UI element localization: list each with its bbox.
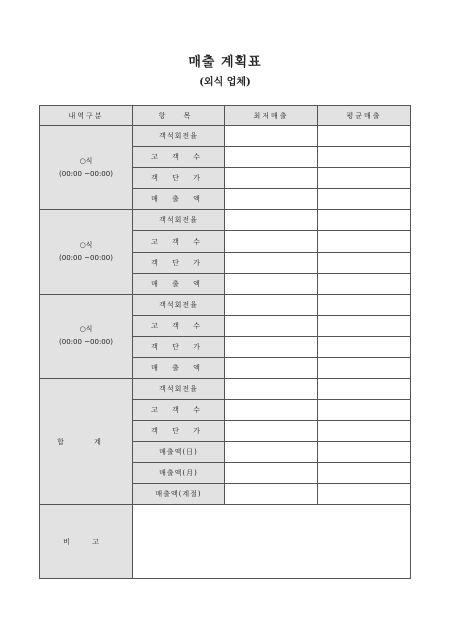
avg-sales-cell[interactable] <box>318 463 411 484</box>
min-sales-cell[interactable] <box>225 147 318 168</box>
avg-sales-cell[interactable] <box>318 168 411 189</box>
table-row <box>40 294 411 315</box>
min-sales-cell[interactable] <box>225 421 318 442</box>
avg-sales-cell[interactable] <box>318 400 411 421</box>
avg-sales-cell[interactable] <box>318 189 411 210</box>
section-label-cell <box>40 210 133 294</box>
item-label: 객 단 가 <box>133 252 225 273</box>
item-label: 객 단 가 <box>133 168 225 189</box>
item-label: 객 단 가 <box>133 421 225 442</box>
min-sales-cell[interactable] <box>225 484 318 505</box>
item-label: 고 객 수 <box>133 231 225 252</box>
item-label: 객석회전율 <box>133 379 225 400</box>
avg-sales-cell[interactable] <box>318 336 411 357</box>
table-row <box>40 210 411 231</box>
min-sales-cell[interactable] <box>225 210 318 231</box>
item-label: 객 단 가 <box>133 336 225 357</box>
section-label: ○식 <box>79 156 93 165</box>
avg-sales-cell[interactable] <box>318 147 411 168</box>
total-label: 합 계 <box>40 379 133 505</box>
avg-sales-cell[interactable] <box>318 484 411 505</box>
item-label: 매 출 액 <box>133 189 225 210</box>
remarks-row <box>40 505 411 579</box>
avg-sales-cell[interactable] <box>318 252 411 273</box>
section-label-cell <box>40 294 133 378</box>
section-time: (00:00 ~00:00) <box>59 254 113 263</box>
min-sales-cell[interactable] <box>225 336 318 357</box>
avg-sales-cell[interactable] <box>318 126 411 147</box>
min-sales-cell[interactable] <box>225 379 318 400</box>
header-min-sales: 최저매출 <box>225 106 318 126</box>
section-time: (00:00 ~00:00) <box>59 169 113 178</box>
item-label: 매출액(月) <box>133 463 225 484</box>
header-row <box>40 106 411 126</box>
min-sales-cell[interactable] <box>225 315 318 336</box>
min-sales-cell[interactable] <box>225 273 318 294</box>
header-section: 내역구분 <box>40 106 133 126</box>
min-sales-cell[interactable] <box>225 442 318 463</box>
item-label: 객석회전율 <box>133 126 225 147</box>
item-label: 객석회전율 <box>133 210 225 231</box>
item-label: 매 출 액 <box>133 357 225 378</box>
avg-sales-cell[interactable] <box>318 421 411 442</box>
document-subtitle: (외식 업체) <box>199 77 251 88</box>
avg-sales-cell[interactable] <box>318 210 411 231</box>
item-label: 고 객 수 <box>133 147 225 168</box>
item-label: 객석회전율 <box>133 294 225 315</box>
remarks-label: 비 고 <box>40 505 133 579</box>
avg-sales-cell[interactable] <box>318 315 411 336</box>
item-label: 고 객 수 <box>133 400 225 421</box>
min-sales-cell[interactable] <box>225 400 318 421</box>
min-sales-cell[interactable] <box>225 463 318 484</box>
avg-sales-cell[interactable] <box>318 357 411 378</box>
min-sales-cell[interactable] <box>225 294 318 315</box>
item-label: 매 출 액 <box>133 273 225 294</box>
avg-sales-cell[interactable] <box>318 294 411 315</box>
section-label: ○식 <box>79 325 93 334</box>
remarks-field[interactable] <box>133 505 411 579</box>
avg-sales-cell[interactable] <box>318 273 411 294</box>
table-row <box>40 126 411 147</box>
section-label-cell <box>40 126 133 210</box>
section-label: ○식 <box>79 241 93 250</box>
avg-sales-cell[interactable] <box>318 231 411 252</box>
min-sales-cell[interactable] <box>225 168 318 189</box>
header-item: 항 목 <box>133 106 225 126</box>
min-sales-cell[interactable] <box>225 189 318 210</box>
table-row <box>40 379 411 400</box>
min-sales-cell[interactable] <box>225 231 318 252</box>
item-label: 고 객 수 <box>133 315 225 336</box>
min-sales-cell[interactable] <box>225 357 318 378</box>
header-avg-sales: 평균매출 <box>318 106 411 126</box>
item-label: 매출액(계절) <box>133 484 225 505</box>
avg-sales-cell[interactable] <box>318 379 411 400</box>
sales-plan-table <box>39 105 411 579</box>
avg-sales-cell[interactable] <box>318 442 411 463</box>
min-sales-cell[interactable] <box>225 126 318 147</box>
document-title: 매출 계획표 <box>188 55 262 70</box>
section-time: (00:00 ~00:00) <box>59 338 113 347</box>
min-sales-cell[interactable] <box>225 252 318 273</box>
item-label: 매출액(日) <box>133 442 225 463</box>
